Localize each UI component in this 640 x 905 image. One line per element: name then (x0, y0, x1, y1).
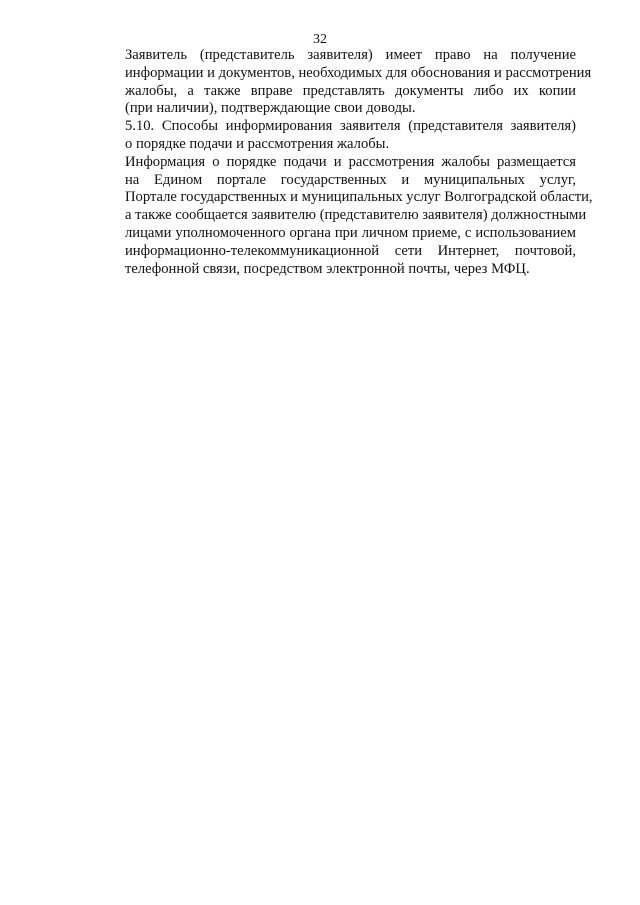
text-line: Портале государственных и муниципальных услуг Волгоградской области, (125, 189, 593, 206)
document-body (88, 47, 593, 278)
text-line: о порядке подачи и рассмотрения жалобы. (125, 135, 390, 152)
section-heading-5-10 (88, 118, 576, 154)
text-line: (при наличии), подтверждающие свои доводы. (125, 100, 416, 117)
text-line: Информация о порядке подачи и рассмотрения жалобы размещается (125, 153, 576, 170)
text-line: информации и документов, необходимых для обоснования и рассмотрения (125, 64, 592, 81)
text-line: а также сообщается заявителю (представителю заявителя) должностными (125, 207, 587, 224)
text-line: на Едином портале государственных и муниципальных услуг, (125, 171, 576, 188)
text-line: жалобы, а также вправе представлять документы либо их копии (125, 82, 576, 99)
paragraph-right-to-documents (88, 47, 592, 118)
text-line: Заявитель (представитель заявителя) имеет право на получение (125, 47, 576, 63)
text-line: лицами уполномоченного органа при личном приеме, с использованием (125, 224, 576, 241)
paragraph-information-placement (88, 153, 593, 279)
text-line: информационно-телекоммуникационной сети Интернет, почтовой, (125, 242, 576, 259)
text-line: 5.10. Способы информирования заявителя (представителя заявителя) (125, 118, 576, 135)
text-line: телефонной связи, посредством электронной почты, через МФЦ. (125, 260, 530, 277)
page-number: 32 (313, 32, 327, 47)
